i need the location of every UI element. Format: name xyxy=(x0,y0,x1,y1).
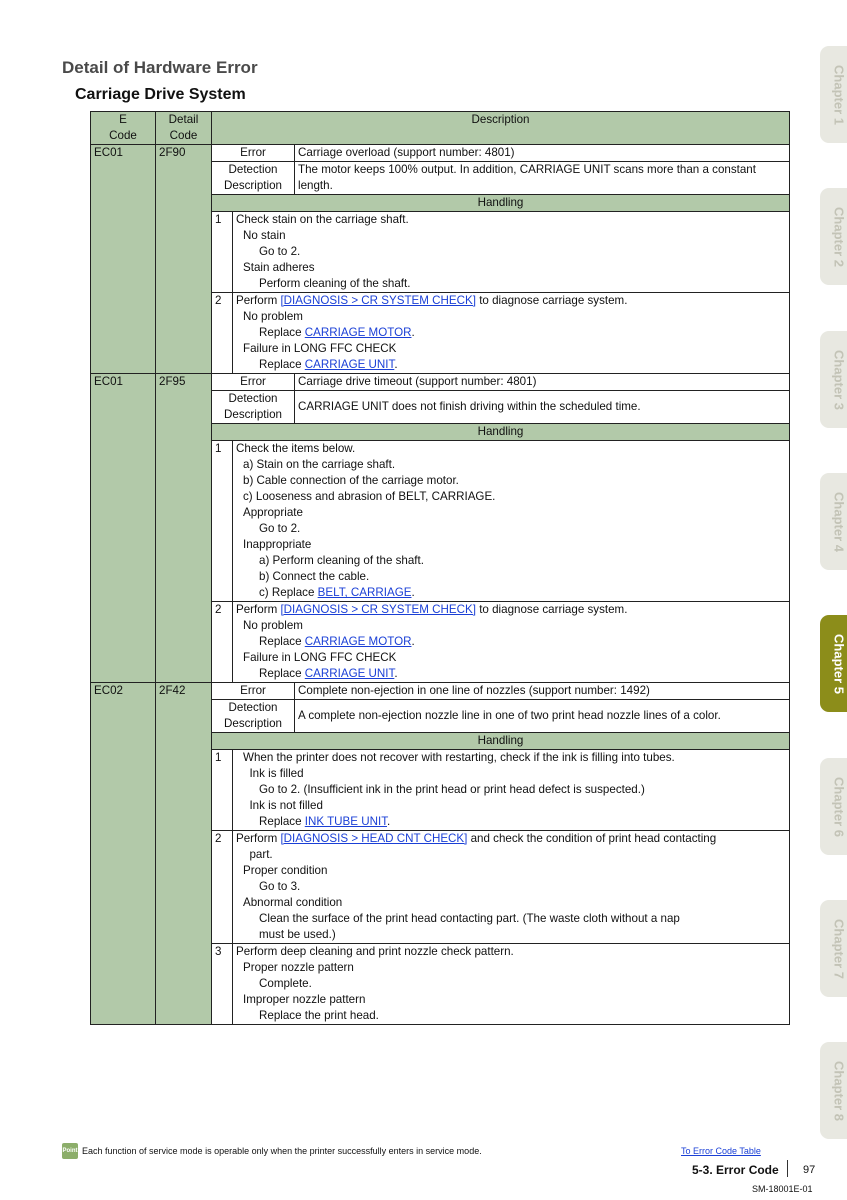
step-text: Appropriate xyxy=(243,506,303,519)
document-id: SM-18001E-01 xyxy=(752,1184,813,1194)
col-description: Description xyxy=(212,112,790,145)
footer-divider xyxy=(787,1160,788,1177)
step-text: Ink is not filled xyxy=(243,799,323,812)
step-text: Inappropriate xyxy=(243,538,312,551)
step-text: When the printer does not recover with restarting, check if the ink is filling into tubes. xyxy=(243,751,675,764)
step-line xyxy=(236,341,786,357)
step-line xyxy=(236,976,786,992)
step-line xyxy=(236,750,786,766)
step-content xyxy=(233,602,790,683)
detail-code-cell: 2F95 xyxy=(156,374,212,683)
step-line xyxy=(236,260,786,276)
step-text: Failure in LONG FFC CHECK xyxy=(243,651,397,664)
step-content xyxy=(233,212,790,293)
page-heading: Detail of Hardware Error xyxy=(62,58,258,77)
error-code-table-link[interactable]: To Error Code Table xyxy=(681,1146,761,1156)
footer-note: Each function of service mode is operable only when the printer successfully enters in service mode. xyxy=(82,1146,482,1156)
step-text: Proper condition xyxy=(243,864,328,877)
error-text: Carriage overload (support number: 4801) xyxy=(295,145,790,162)
step-line xyxy=(236,960,786,976)
step-line xyxy=(236,847,786,863)
step-text: c) Looseness and abrasion of BELT, CARRIAGE. xyxy=(243,490,496,503)
detection-label: Detection Description xyxy=(212,162,295,195)
step-text: Go to 3. xyxy=(259,880,301,893)
step-line xyxy=(236,357,786,373)
handling-header: Handling xyxy=(212,195,790,212)
step-content xyxy=(233,441,790,602)
step-text: . xyxy=(387,815,391,828)
cross-reference-link[interactable]: [DIAGNOSIS > HEAD CNT CHECK] xyxy=(280,832,468,845)
chapter-tab-8[interactable] xyxy=(820,1042,847,1139)
step-line xyxy=(236,602,786,618)
step-text: Clean the surface of the print head contacting part. (The waste cloth without a nap xyxy=(259,912,680,925)
error-row xyxy=(91,683,790,700)
step-text: Stain adheres xyxy=(243,261,315,274)
step-text: No problem xyxy=(243,619,303,632)
step-line xyxy=(236,895,786,911)
step-number: 1 xyxy=(212,441,233,602)
error-table xyxy=(90,111,790,1025)
step-line xyxy=(236,585,786,601)
cross-reference-link[interactable]: INK TUBE UNIT xyxy=(304,815,388,828)
step-line xyxy=(236,814,786,830)
step-line xyxy=(236,782,786,798)
step-line xyxy=(236,309,786,325)
step-text: . xyxy=(394,667,398,680)
step-text: a) Stain on the carriage shaft. xyxy=(243,458,396,471)
step-line xyxy=(236,457,786,473)
step-line xyxy=(236,618,786,634)
chapter-tab-label: Chapter 4 xyxy=(831,491,847,552)
detail-code-cell: 2F42 xyxy=(156,683,212,1025)
point-icon: Point xyxy=(62,1143,78,1159)
step-text: Perform xyxy=(236,603,281,616)
step-text: Failure in LONG FFC CHECK xyxy=(243,342,397,355)
col-detail-code: Detail Code xyxy=(156,112,212,145)
step-text: Perform xyxy=(236,832,281,845)
step-number: 1 xyxy=(212,212,233,293)
step-text: and check the condition of print head contacting xyxy=(467,832,717,845)
detail-code-cell: 2F90 xyxy=(156,145,212,374)
step-number: 1 xyxy=(212,750,233,831)
step-text: . xyxy=(411,586,415,599)
chapter-tab-label: Chapter 6 xyxy=(831,776,847,837)
step-text: Replace xyxy=(259,667,305,680)
step-text: Replace xyxy=(259,815,305,828)
step-line xyxy=(236,553,786,569)
chapter-tab-2[interactable] xyxy=(820,188,847,285)
step-text: Go to 2. (Insufficient ink in the print head or print head defect is suspected.) xyxy=(259,783,645,796)
step-line xyxy=(236,293,786,309)
step-text: a) Perform cleaning of the shaft. xyxy=(259,554,424,567)
step-text: . xyxy=(394,358,398,371)
cross-reference-link[interactable]: BELT, CARRIAGE xyxy=(317,586,412,599)
handling-header: Handling xyxy=(212,733,790,750)
cross-reference-link[interactable]: [DIAGNOSIS > CR SYSTEM CHECK] xyxy=(280,603,476,616)
error-row xyxy=(91,374,790,391)
chapter-tab-6[interactable] xyxy=(820,758,847,855)
step-number: 2 xyxy=(212,602,233,683)
cross-reference-link[interactable]: CARRIAGE UNIT xyxy=(304,358,395,371)
step-content xyxy=(233,750,790,831)
step-text: Perform deep cleaning and print nozzle check pattern. xyxy=(236,945,514,958)
step-line xyxy=(236,505,786,521)
step-line xyxy=(236,489,786,505)
step-text: to diagnose carriage system. xyxy=(475,294,628,307)
step-text: Check stain on the carriage shaft. xyxy=(236,213,409,226)
step-text: Replace xyxy=(259,358,305,371)
step-text: Go to 2. xyxy=(259,245,301,258)
step-text: Ink is filled xyxy=(243,767,304,780)
step-line xyxy=(236,228,786,244)
chapter-tab-label: Chapter 7 xyxy=(831,918,847,979)
step-text: b) Cable connection of the carriage motor. xyxy=(243,474,459,487)
error-label: Error xyxy=(212,683,295,700)
chapter-tab-1[interactable] xyxy=(820,46,847,143)
chapter-tab-4[interactable] xyxy=(820,473,847,570)
step-text: Go to 2. xyxy=(259,522,301,535)
step-line xyxy=(236,650,786,666)
step-text: Perform cleaning of the shaft. xyxy=(259,277,411,290)
step-number: 3 xyxy=(212,944,233,1025)
step-text: part. xyxy=(243,848,273,861)
step-number: 2 xyxy=(212,293,233,374)
step-line xyxy=(236,521,786,537)
step-line xyxy=(236,666,786,682)
step-line xyxy=(236,441,786,457)
section-heading: Carriage Drive System xyxy=(75,86,246,103)
detection-text: The motor keeps 100% output. In addition, CARRIAGE UNIT scans more than a constant length. xyxy=(295,162,790,195)
error-label: Error xyxy=(212,145,295,162)
step-text: Perform xyxy=(236,294,281,307)
step-line xyxy=(236,798,786,814)
step-line xyxy=(236,1008,786,1024)
step-text: Replace xyxy=(259,326,305,339)
chapter-tab-3[interactable] xyxy=(820,331,847,428)
handling-header: Handling xyxy=(212,424,790,441)
step-line xyxy=(236,911,786,927)
detection-text: A complete non-ejection nozzle line in one of two print head nozzle lines of a color. xyxy=(295,700,790,733)
chapter-tab-label: Chapter 5 xyxy=(831,633,847,694)
step-text: to diagnose carriage system. xyxy=(475,603,628,616)
step-text: Proper nozzle pattern xyxy=(243,961,354,974)
step-line xyxy=(236,244,786,260)
step-text: c) Replace xyxy=(259,586,318,599)
step-text: b) Connect the cable. xyxy=(259,570,370,583)
step-text: No stain xyxy=(243,229,286,242)
step-line xyxy=(236,831,786,847)
step-line xyxy=(236,944,786,960)
step-text: . xyxy=(411,326,415,339)
step-line xyxy=(236,927,786,943)
chapter-tab-label: Chapter 1 xyxy=(831,64,847,125)
chapter-tab-label: Chapter 8 xyxy=(831,1060,847,1121)
step-line xyxy=(236,325,786,341)
chapter-tab-5[interactable] xyxy=(820,615,847,712)
cross-reference-link[interactable]: [DIAGNOSIS > CR SYSTEM CHECK] xyxy=(280,294,476,307)
step-line xyxy=(236,634,786,650)
step-number: 2 xyxy=(212,831,233,944)
step-text: Improper nozzle pattern xyxy=(243,993,366,1006)
detection-text: CARRIAGE UNIT does not finish driving within the scheduled time. xyxy=(295,391,790,424)
step-line xyxy=(236,276,786,292)
error-text: Carriage drive timeout (support number: 4801) xyxy=(295,374,790,391)
error-row xyxy=(91,145,790,162)
step-text: No problem xyxy=(243,310,303,323)
step-text: Complete. xyxy=(259,977,312,990)
step-line xyxy=(236,212,786,228)
step-text: Replace the print head. xyxy=(259,1009,379,1022)
page-number: 97 xyxy=(803,1164,816,1176)
step-text: must be used.) xyxy=(259,928,336,941)
section-title: 5-3. Error Code xyxy=(692,1163,779,1177)
cross-reference-link[interactable]: CARRIAGE MOTOR xyxy=(304,326,412,339)
chapter-tab-label: Chapter 3 xyxy=(831,349,847,410)
step-text: Check the items below. xyxy=(236,442,356,455)
e-code-cell: EC01 xyxy=(91,374,156,683)
step-content xyxy=(233,293,790,374)
detection-label: Detection Description xyxy=(212,391,295,424)
e-code-cell: EC02 xyxy=(91,683,156,1025)
step-line xyxy=(236,992,786,1008)
col-e-code: E Code xyxy=(91,112,156,145)
step-text: . xyxy=(411,635,415,648)
step-text: Abnormal condition xyxy=(243,896,343,909)
step-line xyxy=(236,473,786,489)
detection-label: Detection Description xyxy=(212,700,295,733)
step-line xyxy=(236,879,786,895)
step-line xyxy=(236,569,786,585)
chapter-tab-7[interactable] xyxy=(820,900,847,997)
error-label: Error xyxy=(212,374,295,391)
step-line xyxy=(236,863,786,879)
cross-reference-link[interactable]: CARRIAGE UNIT xyxy=(304,667,395,680)
step-content xyxy=(233,831,790,944)
step-content xyxy=(233,944,790,1025)
step-text: Replace xyxy=(259,635,305,648)
error-text: Complete non-ejection in one line of nozzles (support number: 1492) xyxy=(295,683,790,700)
step-line xyxy=(236,537,786,553)
cross-reference-link[interactable]: CARRIAGE MOTOR xyxy=(304,635,412,648)
step-line xyxy=(236,766,786,782)
chapter-tab-label: Chapter 2 xyxy=(831,206,847,267)
e-code-cell: EC01 xyxy=(91,145,156,374)
